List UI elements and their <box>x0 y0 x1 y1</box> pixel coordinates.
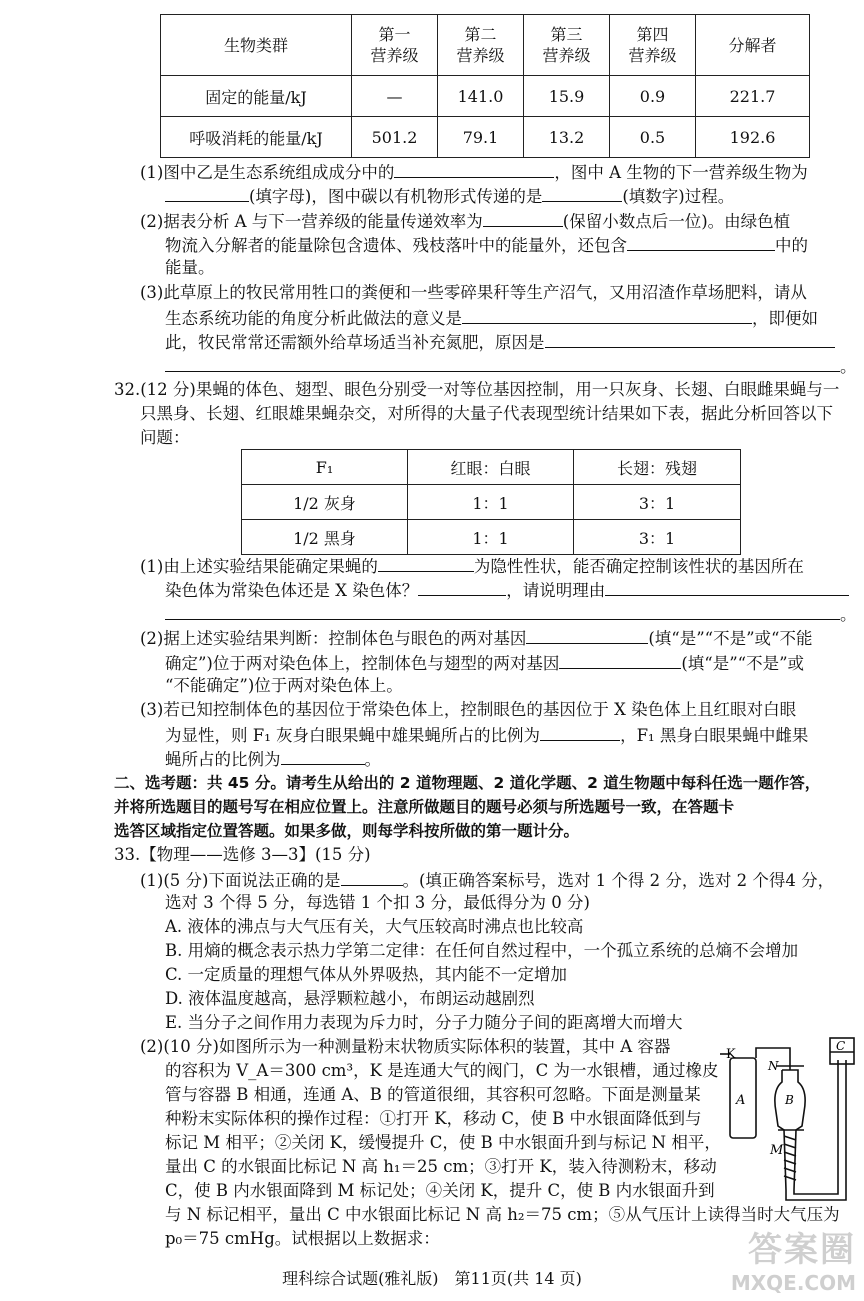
question-text: 生态系统功能的角度分析此做法的意义是 <box>165 309 462 328</box>
section-text: 选答区域指定位置答题。如果多做，则每学科按所做的第一题计分。 <box>114 822 580 840</box>
table-cell: 1/2 灰身 <box>242 485 408 520</box>
table-cell: 呼吸消耗的能量/kJ <box>161 117 352 158</box>
question-text: 。 <box>840 357 857 376</box>
answer-blank[interactable] <box>281 746 365 765</box>
label-b: B <box>785 1093 794 1107</box>
q31-line <box>165 305 818 331</box>
table-row <box>161 117 810 158</box>
q31-line <box>165 232 808 258</box>
question-text: (填“是”“不是”或“不能 <box>648 629 813 648</box>
answer-blank[interactable] <box>526 625 648 644</box>
answer-blank[interactable] <box>605 577 849 596</box>
table-cell: 192.6 <box>696 117 810 158</box>
fly-table <box>241 449 741 555</box>
answer-blank[interactable] <box>341 867 403 886</box>
label-k: K <box>726 1047 736 1062</box>
question-text: (2)据表分析 A 与下一营养级的能量传递效率为 <box>140 212 483 231</box>
question-text: 为隐性性状，能否确定控制该性状的基因所在 <box>473 557 804 576</box>
q32-line <box>165 577 849 603</box>
question-text: 确定”)位于两对染色体上，控制体色与翅型的两对基因 <box>165 654 560 673</box>
answer-blank[interactable] <box>559 650 681 669</box>
question-text: ，即便如 <box>752 309 818 328</box>
question-text: 物流入分解者的能量除包含遗体、残枝落叶中的能量外，还包含 <box>165 236 627 255</box>
q33-line: 选对 3 个得 5 分，每选错 1 个扣 3 分，最低得分为 0 分) <box>165 893 590 912</box>
table-header-cell: 第一 营养级 <box>352 15 438 76</box>
q31-line <box>165 329 835 355</box>
table-cell: 3：1 <box>574 485 741 520</box>
question-text: 。 <box>364 750 381 769</box>
q33-line: (2)(10 分)如图所示为一种测量粉末状物质实际体积的装置，其中 A 容器 <box>140 1037 671 1056</box>
answer-blank[interactable] <box>540 722 620 741</box>
question-text: 。(填正确答案标号，选对 1 个得 2 分，选对 2 个得4 分， <box>402 871 835 890</box>
q32-line: 32.(12 分)果蝇的体色、翅型、眼色分别受一对等位基因控制，用一只灰身、长翅、白眼雌果蝇与一 <box>114 380 840 399</box>
question-text: 蝇所占的比例为 <box>165 750 281 769</box>
table-cell: 13.2 <box>524 117 610 158</box>
question-text: 能量。 <box>165 258 215 277</box>
question-text: ，F₁ 黑身白眼果蝇中雌果 <box>620 726 809 745</box>
table-header-cell: 长翅：残翅 <box>574 450 741 485</box>
answer-blank[interactable] <box>483 208 563 227</box>
answer-blank[interactable] <box>165 183 249 202</box>
q31-line <box>165 353 857 379</box>
q33-line: 管与容器 B 相通，连通 A、B 的管道很细，其容积可忽略。下面是测量某 <box>165 1085 701 1104</box>
q33-line: 种粉末实际体积的操作过程：①打开 K，移动 C，使 B 中水银面降低到与 <box>165 1109 702 1128</box>
table-header-row <box>242 450 741 485</box>
q33-line: p₀＝75 cmHg。试根据以上数据求： <box>165 1229 440 1248</box>
question-text: (1)图中乙是生态系统组成成分中的 <box>140 163 395 182</box>
table-cell: 141.0 <box>438 76 524 117</box>
table-row <box>242 520 741 555</box>
mercury-apparatus-figure <box>718 1030 858 1208</box>
watermark-top: 答案圈 <box>748 1230 856 1270</box>
answer-blank[interactable] <box>165 601 840 620</box>
question-text: (保留小数点后一位)。由绿色植 <box>562 212 791 231</box>
question-text: (填“是”“不是”或 <box>681 654 805 673</box>
table-header-cell: 第三 营养级 <box>524 15 610 76</box>
q31-line <box>140 281 807 305</box>
table-cell: 0.9 <box>610 76 696 117</box>
table-row <box>161 76 810 117</box>
q32-line <box>165 650 804 676</box>
question-text: 中的 <box>775 236 808 255</box>
watermark-bottom: MXQE.COM <box>730 1271 856 1295</box>
question-text: (2)据上述实验结果判断：控制体色与眼色的两对基因 <box>140 629 527 648</box>
q32-line: (3)若已知控制体色的基因位于常染色体上，控制眼色的基因位于 X 染色体上且红眼对白眼 <box>140 700 797 719</box>
q32-line: 问题： <box>140 428 190 447</box>
question-text: 染色体为常染色体还是 X 染色体？ <box>165 581 419 600</box>
table-cell: 3：1 <box>574 520 741 555</box>
table-header-cell: F₁ <box>242 450 408 485</box>
label-a: A <box>736 1093 746 1108</box>
q33-line: 量出 C 的水银面比标记 N 高 h₁＝25 cm；③打开 K，装入待测粉末，移动 <box>165 1157 717 1176</box>
label-m: M <box>770 1143 784 1158</box>
table-cell: 79.1 <box>438 117 524 158</box>
answer-blank[interactable] <box>165 353 840 372</box>
q31-line <box>165 256 215 280</box>
question-text: (3)此草原上的牧民常用牲口的粪便和一些零碎果秆等生产沼气，又用沼渣作草场肥料，请从 <box>140 283 807 302</box>
question-text: (填字母)，图中碳以有机物形式传递的是 <box>249 187 543 206</box>
table-cell: — <box>352 76 438 117</box>
question-text: 。 <box>840 605 857 624</box>
q32-line <box>140 553 804 579</box>
q32-line <box>165 746 381 772</box>
table-cell: 固定的能量/kJ <box>161 76 352 117</box>
table-row <box>242 485 741 520</box>
question-text: 为显性，则 F₁ 灰身白眼果蝇中雄果蝇所占的比例为 <box>165 726 541 745</box>
watermark-logo <box>731 1222 856 1295</box>
option-item: E. 当分子之间作用力表现为斥力时，分子力随分子间的距离增大而增大 <box>165 1013 683 1032</box>
q32-line: 只黑身、长翅、红眼雄果蝇杂交，对所得的大量子代表现型统计结果如下表，据此分析回答以下 <box>140 404 833 423</box>
table-cell: 1/2 黑身 <box>242 520 408 555</box>
table-cell: 15.9 <box>524 76 610 117</box>
q33-line: C，使 B 内水银面降到 M 标记处；④关闭 K，提升 C，使 B 内水银面升到 <box>165 1181 715 1200</box>
answer-blank[interactable] <box>627 232 775 251</box>
table-cell: 501.2 <box>352 117 438 158</box>
page-footer: 理科综合试题(雅礼版) 第11页(共 14 页) <box>282 1269 582 1288</box>
section-heading: 二、选考题：共 45 分。请考生从给出的 2 道物理题、2 道化学题、2 道生物题中每科任选一题作答， <box>114 774 821 792</box>
q33-line: 标记 M 相平；②关闭 K，缓慢提升 C，使 B 中水银面升到与标记 N 相平， <box>165 1133 721 1152</box>
table-cell: 1：1 <box>408 520 574 555</box>
energy-table <box>160 14 810 158</box>
answer-blank[interactable] <box>394 159 554 178</box>
table-header-cell: 红眼：白眼 <box>408 450 574 485</box>
question-text: (1)(5 分)下面说法正确的是 <box>140 871 341 890</box>
q32-line <box>165 601 857 627</box>
question-text: (1)由上述实验结果能确定果蝇的 <box>140 557 378 576</box>
section-text: 并将所选题目的题号写在相应位置上。注意所做题目的题号必须与所选题号一致，在答题卡 <box>114 798 735 816</box>
q31-line <box>140 208 790 234</box>
label-n: N <box>768 1059 779 1073</box>
label-c: C <box>836 1039 846 1053</box>
answer-blank[interactable] <box>378 553 474 572</box>
answer-blank[interactable] <box>418 577 506 596</box>
answer-blank[interactable] <box>542 183 622 202</box>
table-header-cell: 第四 营养级 <box>610 15 696 76</box>
table-cell: 0.5 <box>610 117 696 158</box>
table-cell: 221.7 <box>696 76 810 117</box>
table-header-cell: 第二 营养级 <box>438 15 524 76</box>
table-header-cell: 生物类群 <box>161 15 352 76</box>
q31-line <box>140 159 808 185</box>
answer-blank[interactable] <box>462 305 752 324</box>
question-text: ，图中 A 生物的下一营养级生物为 <box>554 163 808 182</box>
q33-line <box>140 867 834 893</box>
q32-line <box>165 722 808 748</box>
q31-line <box>165 183 734 209</box>
question-text: 此，牧民常常还需额外给草场适当补充氮肥，原因是 <box>165 333 545 352</box>
question-text: ，请说明理由 <box>506 581 606 600</box>
q32-line <box>140 625 813 651</box>
option-item: C. 一定质量的理想气体从外界吸热，其内能不一定增加 <box>165 965 568 984</box>
option-item: A. 液体的沸点与大气压有关，大气压较高时沸点也比较高 <box>165 917 584 936</box>
q33-title: 33.【物理——选修 3—3】(15 分) <box>114 845 371 864</box>
answer-blank[interactable] <box>545 329 835 348</box>
q33-line: 与 N 标记相平，量出 C 中水银面比标记 N 高 h₂＝75 cm；⑤从气压计上读得当时大气压为 <box>165 1205 840 1224</box>
question-text: (填数字)过程。 <box>622 187 735 206</box>
table-header-cell: 分解者 <box>696 15 810 76</box>
option-item: B. 用熵的概念表示热力学第二定律：在任何自然过程中，一个孤立系统的总熵不会增加 <box>165 941 799 960</box>
option-item: D. 液体温度越高，悬浮颗粒越小，布朗运动越剧烈 <box>165 989 535 1008</box>
q33-line: 的容积为 V_A＝300 cm³，K 是连通大气的阀门，C 为一水银槽，通过橡皮 <box>165 1061 719 1080</box>
table-header-row <box>161 15 810 76</box>
table-cell: 1：1 <box>408 485 574 520</box>
q32-line: “不能确定”)位于两对染色体上。 <box>165 676 403 695</box>
